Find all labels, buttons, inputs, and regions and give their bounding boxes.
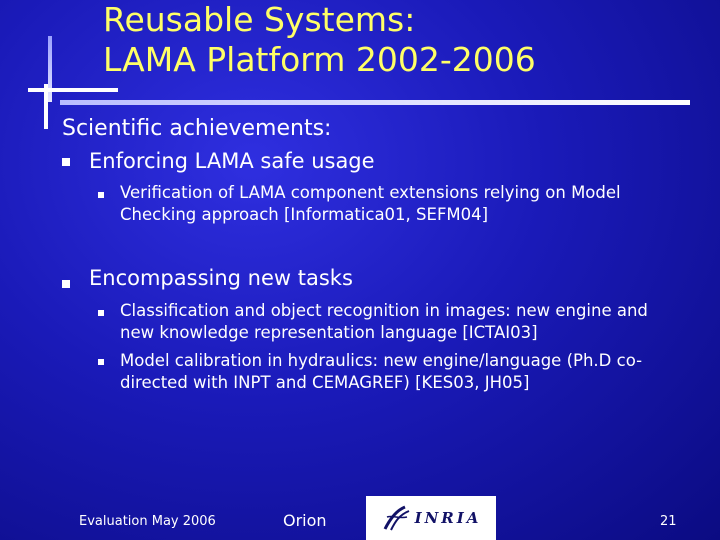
slide-title [103, 0, 536, 80]
decorative-vertical-line [48, 36, 52, 102]
section-heading: Scientific achievements: [62, 116, 332, 141]
sub-bullet-item-2-1 [120, 300, 648, 344]
title-underline-rule [60, 100, 690, 105]
sub-bullet-square-icon [98, 192, 104, 198]
sub-bullet-square-icon [98, 359, 104, 365]
footer-date: Evaluation May 2006 [79, 514, 216, 529]
slide-title-line-2: LAMA Platform 2002-2006 [103, 40, 536, 79]
inria-logo-text: INRIA [414, 509, 482, 527]
sub-bullet-square-icon [98, 310, 104, 316]
sub-bullet-line: Model calibration in hydraulics: new engine/language (Ph.D co- [120, 351, 643, 370]
bullet-square-icon [62, 280, 70, 288]
decorative-horizontal-line-short [28, 88, 118, 92]
bullet-square-icon [62, 158, 70, 166]
page-number: 21 [660, 514, 677, 529]
sub-bullet-line: Classification and object recognition in images: new engine and [120, 301, 648, 320]
inria-logo-mark-icon [381, 503, 413, 533]
sub-bullet-line: directed with INPT and CEMAGREF) [KES03, JH05] [120, 373, 530, 392]
sub-bullet-line: new knowledge representation language [ICTAI03] [120, 323, 538, 342]
sub-bullet-line: Checking approach [Informatica01, SEFM04] [120, 205, 489, 224]
bullet-item-2: Encompassing new tasks [89, 266, 353, 290]
slide-title-line-1: Reusable Systems: [103, 0, 416, 39]
sub-bullet-item-1-1 [120, 182, 621, 226]
sub-bullet-item-2-2 [120, 350, 642, 394]
sub-bullet-line: Verification of LAMA component extensions relying on Model [120, 183, 621, 202]
inria-logo [366, 496, 496, 540]
bullet-item-1: Enforcing LAMA safe usage [89, 149, 375, 173]
footer-team-name: Orion [283, 511, 327, 530]
